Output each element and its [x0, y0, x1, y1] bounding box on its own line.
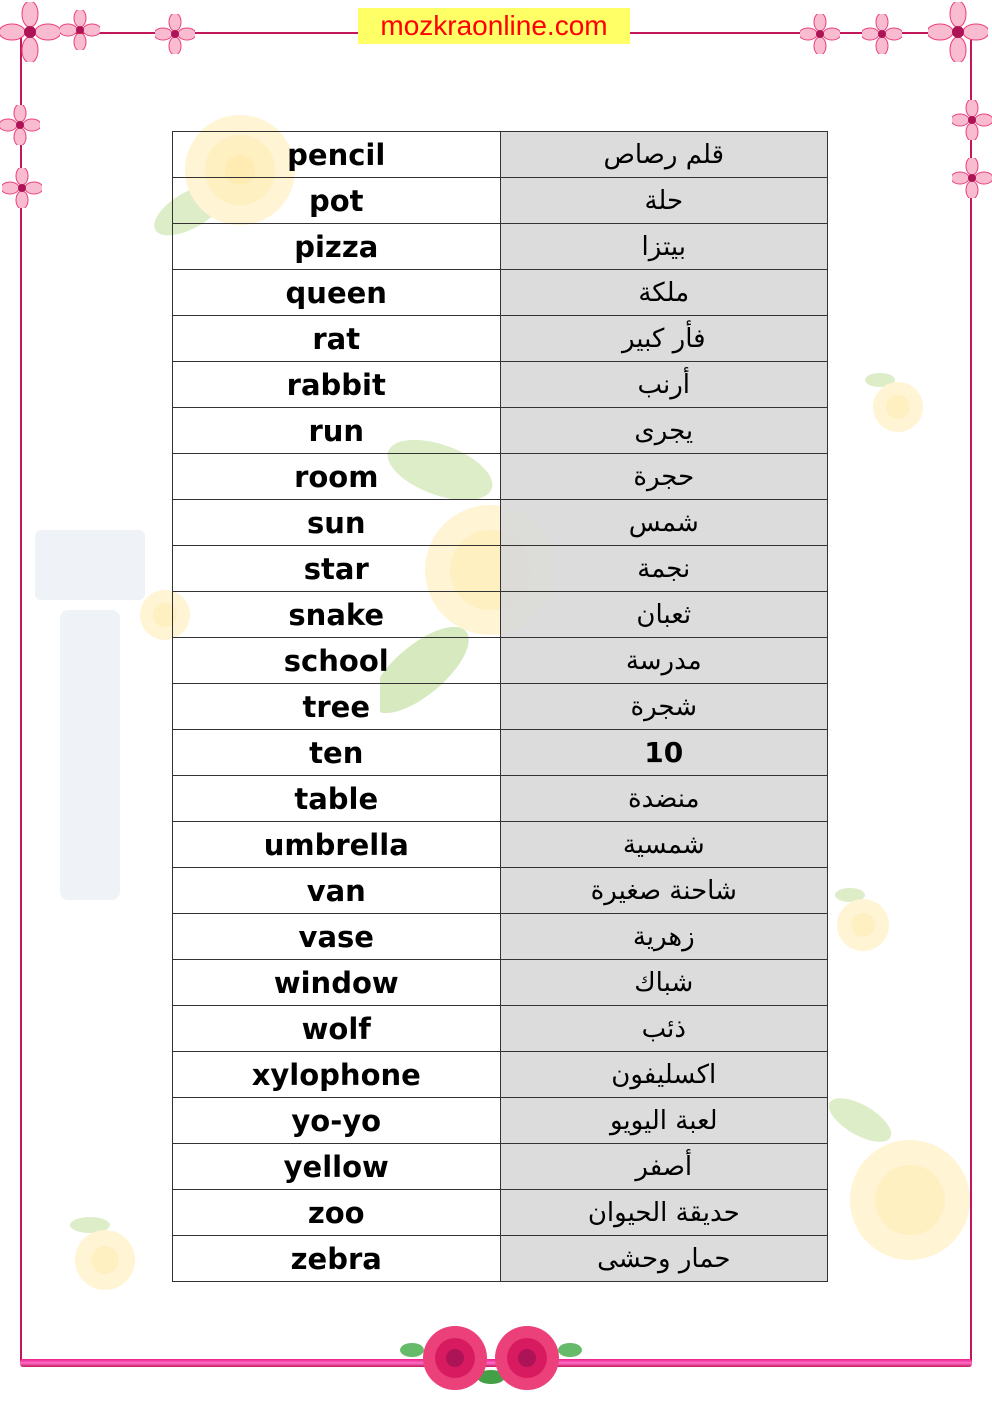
english-word: zoo [173, 1190, 501, 1236]
table-row [173, 776, 828, 822]
arabic-translation: حديقة الحيوان [500, 1190, 828, 1236]
english-word: table [173, 776, 501, 822]
arabic-translation: شاحنة صغيرة [500, 868, 828, 914]
table-row [173, 730, 828, 776]
table-row [173, 132, 828, 178]
table-row [173, 408, 828, 454]
table-row [173, 270, 828, 316]
english-word: umbrella [173, 822, 501, 868]
arabic-translation: لعبة اليويو [500, 1098, 828, 1144]
arabic-translation: مدرسة [500, 638, 828, 684]
pink-flower-icon [952, 158, 992, 198]
pink-flower-icon [60, 10, 100, 50]
yellow-rose-icon [825, 880, 895, 960]
table-row [173, 868, 828, 914]
frame-left-border [20, 32, 22, 1363]
english-word: van [173, 868, 501, 914]
table-row [173, 684, 828, 730]
table-row [173, 1236, 828, 1282]
arabic-translation: قلم رصاص [500, 132, 828, 178]
english-word: run [173, 408, 501, 454]
pink-rose-pair-icon [400, 1322, 582, 1394]
vocabulary-table-body [173, 132, 828, 1282]
arabic-translation: ذئب [500, 1006, 828, 1052]
arabic-translation: شباك [500, 960, 828, 1006]
english-word: star [173, 546, 501, 592]
logo-watermark [30, 530, 150, 910]
pink-flower-icon [2, 168, 42, 208]
pink-flower-icon [928, 2, 988, 62]
arabic-translation: حمار وحشى [500, 1236, 828, 1282]
pink-flower-icon [0, 105, 40, 145]
table-row [173, 638, 828, 684]
arabic-translation: زهرية [500, 914, 828, 960]
arabic-translation: حجرة [500, 454, 828, 500]
english-word: school [173, 638, 501, 684]
arabic-translation: ملكة [500, 270, 828, 316]
english-word: pot [173, 178, 501, 224]
site-name: mozkraonline.com [358, 8, 630, 44]
table-row [173, 362, 828, 408]
table-row [173, 178, 828, 224]
arabic-translation: 10 [500, 730, 828, 776]
table-row [173, 1144, 828, 1190]
english-word: ten [173, 730, 501, 776]
arabic-translation: منضدة [500, 776, 828, 822]
arabic-translation: حلة [500, 178, 828, 224]
english-word: rat [173, 316, 501, 362]
english-word: queen [173, 270, 501, 316]
arabic-translation: بيتزا [500, 224, 828, 270]
english-word: zebra [173, 1236, 501, 1282]
table-row [173, 454, 828, 500]
english-word: pencil [173, 132, 501, 178]
yellow-rose-icon [820, 1090, 980, 1290]
table-row [173, 822, 828, 868]
table-row [173, 500, 828, 546]
pink-flower-icon [0, 2, 60, 62]
english-word: rabbit [173, 362, 501, 408]
table-row [173, 1006, 828, 1052]
arabic-translation: ثعبان [500, 592, 828, 638]
english-word: window [173, 960, 501, 1006]
table-row [173, 1098, 828, 1144]
english-word: tree [173, 684, 501, 730]
arabic-translation: يجرى [500, 408, 828, 454]
table-row [173, 224, 828, 270]
table-row [173, 1052, 828, 1098]
english-word: snake [173, 592, 501, 638]
arabic-translation: شمس [500, 500, 828, 546]
yellow-rose-icon [860, 365, 930, 440]
arabic-translation: شجرة [500, 684, 828, 730]
table-row [173, 1190, 828, 1236]
english-word: wolf [173, 1006, 501, 1052]
frame-right-border [970, 32, 972, 1363]
vocabulary-table [172, 131, 828, 1282]
table-row [173, 914, 828, 960]
english-word: yellow [173, 1144, 501, 1190]
arabic-translation: اكسليفون [500, 1052, 828, 1098]
table-row [173, 592, 828, 638]
english-word: vase [173, 914, 501, 960]
arabic-translation: نجمة [500, 546, 828, 592]
arabic-translation: أرنب [500, 362, 828, 408]
english-word: sun [173, 500, 501, 546]
pink-flower-icon [952, 100, 992, 140]
table-row [173, 960, 828, 1006]
english-word: yo-yo [173, 1098, 501, 1144]
english-word: room [173, 454, 501, 500]
arabic-translation: فأر كبير [500, 316, 828, 362]
arabic-translation: شمسية [500, 822, 828, 868]
table-row [173, 546, 828, 592]
yellow-rose-icon [60, 1210, 150, 1300]
english-word: xylophone [173, 1052, 501, 1098]
pink-flower-icon [800, 14, 840, 54]
table-row [173, 316, 828, 362]
arabic-translation: أصفر [500, 1144, 828, 1190]
english-word: pizza [173, 224, 501, 270]
pink-flower-icon [155, 14, 195, 54]
pink-flower-icon [862, 14, 902, 54]
